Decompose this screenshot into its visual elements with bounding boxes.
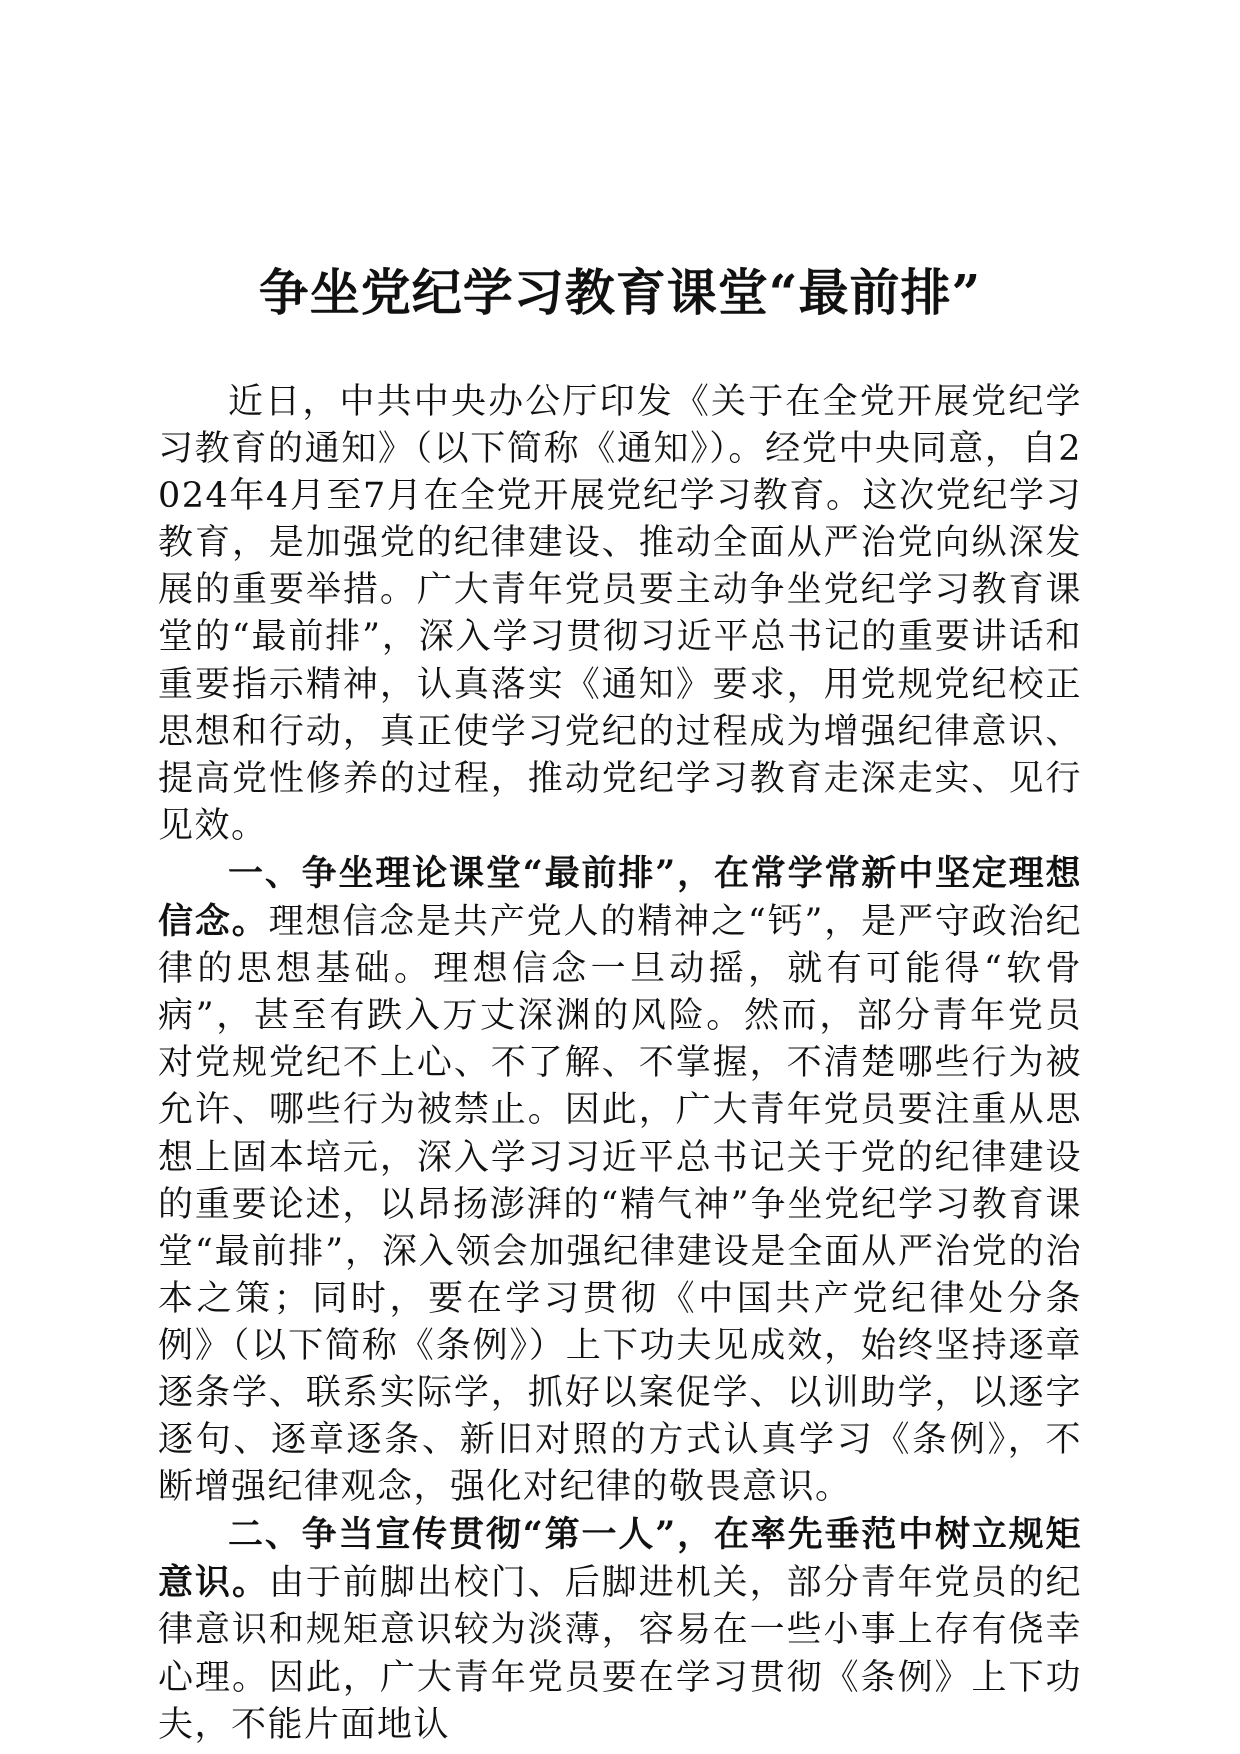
document-title: 争坐党纪学习教育课堂“最前排” — [258, 263, 982, 322]
document-body — [158, 378, 1082, 1749]
paragraph-intro — [158, 378, 1082, 850]
paragraph-text: 理想信念是共产党人的精神之“钙”，是严守政治纪律的思想基础。理想信念一旦动摇，就有可能得“软骨病”，甚至有跌入万丈深渊的风险。然而，部分青年党员对党规党纪不上心、不了解、不掌握，不清楚哪些行为被允许、哪些行为被禁止。因此，广大青年党员要注重从思想上固本培元，深入学习习近平总书记关于党的纪律建设的重要论述，以昂扬澎湃的“精气神”争坐党纪学习教育课堂“最前排”，深入领会加强纪律建设是全面从严治党的治本之策；同时，要在学习贯彻《中国共产党纪律处分条例》（以下简称《条例》）上下功夫见成效，始终坚持逐章逐条学、联系实际学，抓好以案促学、以训助学，以逐字逐句、逐章逐条、新旧对照的方式认真学习《条例》，不断增强纪律观念，强化对纪律的敬畏意识。 — [158, 902, 1082, 1508]
paragraph-text: 由于前脚出校门、后脚进机关，部分青年党员的纪律意识和规矩意识较为淡薄，容易在一些小事上存有侥幸心理。因此，广大青年党员要在学习贯彻《条例》上下功夫，不能片面地认 — [158, 1563, 1082, 1745]
paragraph-section-two — [158, 1511, 1082, 1748]
section-two-heading: 二、争当宣传贯彻“第一人”，在率先垂范中树立规矩意识。 — [158, 1514, 1082, 1604]
paragraph-text: 近日，中共中央办公厅印发《关于在全党开展党纪学习教育的通知》（以下简称《通知》）。经党中央同意，自2024年4月至7月在全党开展党纪学习教育。这次党纪学习教育，是加强党的纪律建设、推动全面从严治党向纵深发展的重要举措。广大青年党员要主动争坐党纪学习教育课堂的“最前排”，深入学习贯彻习近平总书记的重要讲话和重要指示精神，认真落实《通知》要求，用党规党纪校正思想和行动，真正使学习党纪的过程成为增强纪律意识、提高党性修养的过程，推动党纪学习教育走深走实、见行见效。 — [158, 382, 1082, 846]
section-one-heading: 一、争坐理论课堂“最前排”，在常学常新中坚定理想信念。 — [158, 852, 1082, 943]
paragraph-section-one — [158, 850, 1082, 1511]
